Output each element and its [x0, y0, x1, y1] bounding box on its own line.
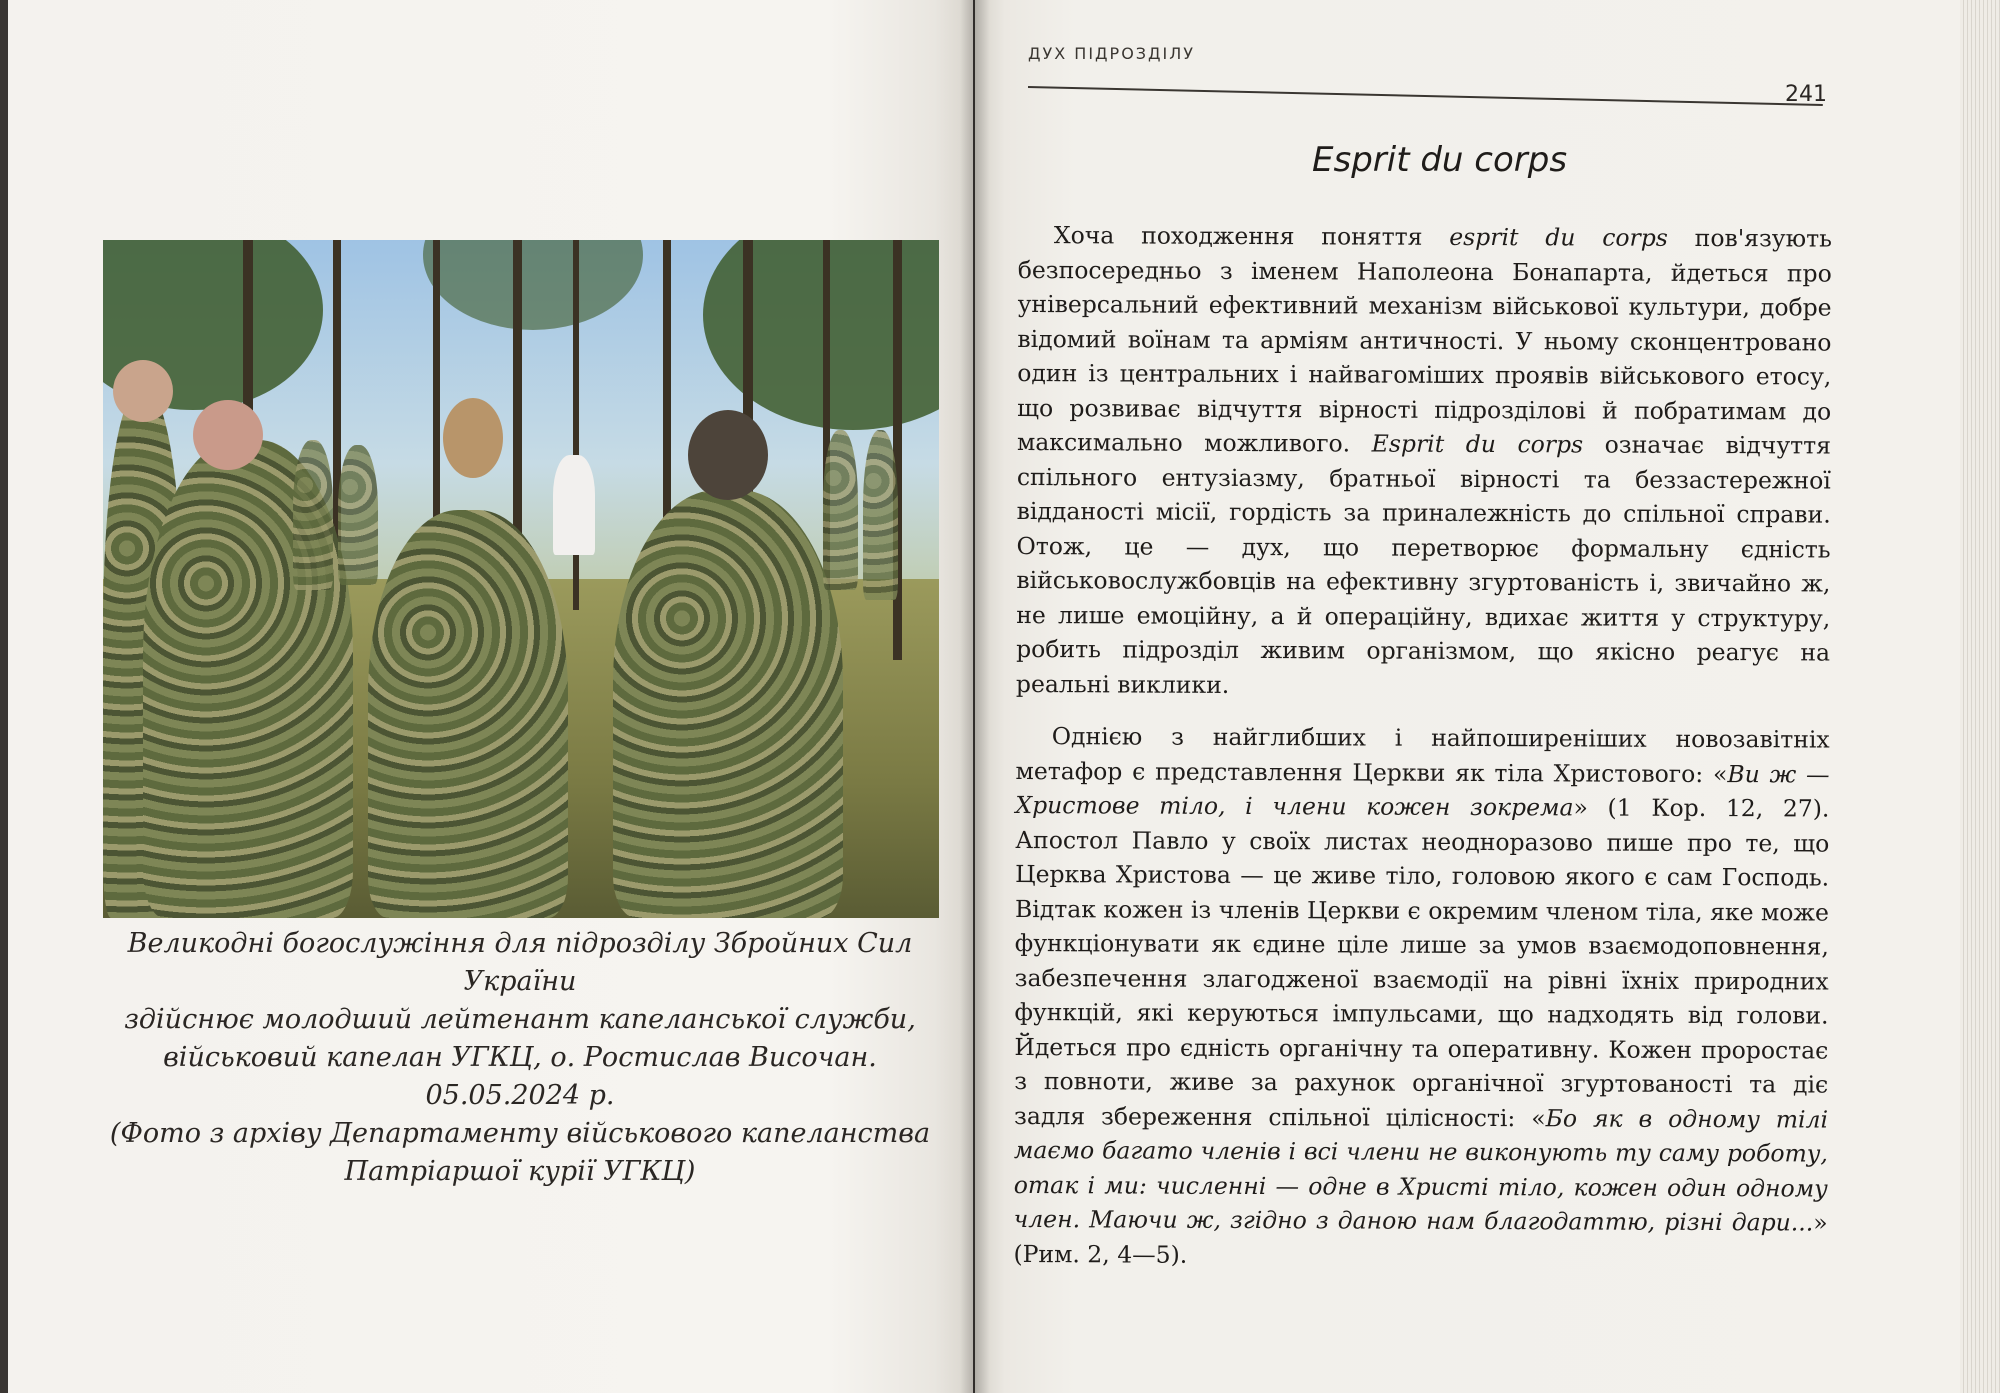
photo-soldier [823, 430, 858, 590]
caption-line: Патріаршої курії УГКЦ) [344, 1156, 696, 1187]
photo-soldier-head [688, 410, 768, 500]
photo-soldier [613, 490, 843, 918]
caption-line: Великодні богослужіння для підрозділу Збройних Сил України [127, 928, 913, 997]
page-edges [1960, 0, 2000, 1393]
caption-line: військовий капелан УГКЦ, о. Ростислав Височан. 05.05.2024 р. [163, 1042, 877, 1111]
italic-quote: Ви ж — Христове тіло, і члени кожен зокрема [1015, 759, 1830, 822]
text-run: означає відчуття спільного ентузіазму, братньої вірності та беззастережної відданості місії, гордість за приналежність до спільної справи. Отож, це — дух, що перетворює формальну єдність військовослужбовців на ефективну згуртованість і, звичайно ж, не лише емоційну, а й операційну, вдихає життя у структуру, робить підрозділ живим організмом, що якісно реагує на реальні виклики. [1015, 430, 1832, 699]
photo-soldier-head [443, 398, 503, 478]
text-run: пов'язують безпосередньо з іменем Наполеона Бонапарта, йдеться про універсальний ефективний механізм військової культури, добре відомий воїнам та арміям античності. У ньому сконцентровано один із центральних і найвагоміших проявів військового етосу, що розвиває відчуття вірності підрозділові й побратимам до максимально можливого. [1016, 223, 1832, 458]
photo-soldier [863, 430, 898, 600]
paragraph-1 [1016, 218, 1832, 705]
caption-line: здійснює молодший лейтенант капеланської служби, [124, 1004, 916, 1035]
text-run: Однією з найглибших і найпоширеніших новозавітніх метафор є представлення Церкви як тіла Христового: « [1015, 722, 1830, 788]
text-run: Хоча походження поняття [1053, 221, 1450, 251]
photo-priest [553, 455, 595, 555]
paragraph-2 [1013, 719, 1829, 1275]
chapter-title: Esprit du corps [1312, 140, 1568, 180]
italic-term: Esprit du corps [1371, 429, 1584, 459]
photo-caption [85, 925, 955, 1191]
photo-soldiers-easter-service [103, 240, 939, 918]
photo-soldier-head [193, 400, 263, 470]
photo-soldier-head [113, 360, 173, 422]
body-text [1013, 218, 1832, 1275]
running-head: ДУХ ПІДРОЗДІЛУ [1028, 44, 1196, 63]
italic-quote: Бо як в одному тілі маємо багато членів і всі члени не виконують ту саму роботу, отак і ми: численні — одне в Христі тіло, кожен один одному член. Маючи ж, згідно з даною нам благодаттю, різні дари... [1013, 1103, 1829, 1237]
page-number: 241 [1785, 82, 1827, 107]
text-run: » (1 Кор. 12, 27). Апостол Павло у своїх листах неодноразово пише про те, що Церква Христова — це живе тіло, головою якого є сам Господь. Відтак кожен із членів Церкви є окремим членом тіла, яке може функціонувати як єдине ціле лише за умов взаємодоповнення, забезпечення злагодженої взаємодії на рівні їхніх природних функцій, які керуються імпульсами, що надходять від голови. Йдеться про єдність органічну та оперативну. Кожен проростає з повноти, живе за рахунок органічної згуртованості та діє задля збереження спільної цілісності: « [1014, 793, 1830, 1132]
caption-line: (Фото з архіву Департаменту військового капеланства [109, 1118, 931, 1149]
photo-soldier [338, 445, 378, 585]
text-run: » (Рим. 2, 4—5). [1013, 1208, 1828, 1269]
book-gutter [960, 0, 990, 1393]
photo-soldier [293, 440, 333, 590]
italic-term: esprit du corps [1449, 222, 1668, 252]
photo-soldier [368, 510, 568, 918]
